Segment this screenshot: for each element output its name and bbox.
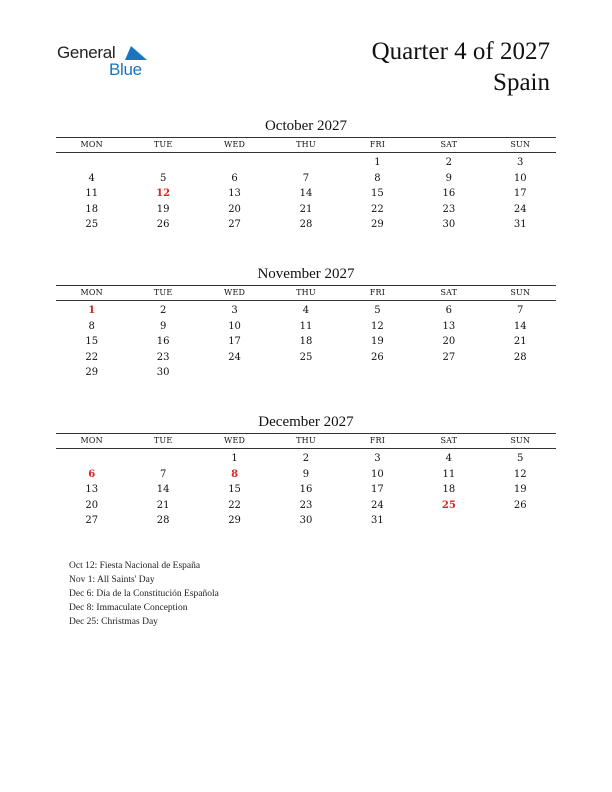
weekday-header-row [56,137,556,153]
day-cell: 4 [302,305,310,316]
day-cell: 29 [85,367,99,379]
day-cell: 17 [371,484,384,496]
day-cell: 15 [228,484,241,496]
day-cell: 5 [159,172,167,184]
day-cell: 22 [371,203,384,215]
day-cell: 21 [299,203,313,215]
day-cell: 6 [445,305,452,316]
logo-text-blue: Blue [109,60,142,79]
day-cell: 2 [445,157,452,168]
page-title-quarter: Quarter 4 of 2027 [371,38,550,65]
holiday-note: Dec 25: Christmas Day [69,617,158,627]
day-cell: 20 [442,336,456,348]
day-cell: 27 [85,515,99,527]
day-cell: 23 [299,499,313,511]
weekday-header: MON [80,140,103,149]
weekday-header: WED [224,436,246,445]
weekday-header: SUN [510,288,531,297]
day-cell [270,365,341,381]
week-row [56,350,556,366]
day-cell: 26 [513,499,527,511]
week-row [56,451,556,467]
week-rows [56,301,556,381]
day-cell: 23 [442,203,456,215]
day-cell: 11 [85,188,99,200]
holiday-note: Dec 6: Día de la Constitución Española [69,589,219,599]
day-cell: 2 [302,453,310,464]
day-cell [485,365,556,381]
day-cell [413,365,484,381]
month-title: November 2027 [257,266,355,282]
week-row [56,186,556,202]
weekday-header: WED [224,140,246,149]
day-cell [342,365,413,381]
holiday-note: Dec 8: Immaculate Conception [69,603,188,613]
day-cell: 14 [299,188,313,200]
logo-triangle-icon [125,46,147,60]
day-cell: 16 [299,484,313,496]
holiday-day-cell: 1 [88,305,96,316]
day-cell: 24 [228,351,241,363]
day-cell: 4 [88,172,95,184]
day-cell: 9 [445,172,452,184]
day-cell: 3 [517,157,524,168]
day-cell: 31 [513,219,527,231]
day-cell: 18 [299,336,313,348]
day-cell: 12 [371,320,384,332]
weekday-header: MON [80,436,103,445]
holiday-note: Oct 12: Fiesta Nacional de España [69,561,201,571]
week-row [56,202,556,218]
day-cell: 20 [228,203,241,215]
week-row [56,217,556,233]
day-cell: 14 [513,320,527,332]
day-cell: 12 [513,468,527,480]
holiday-day-cell: 12 [156,188,171,200]
day-cell [485,513,556,529]
day-cell: 8 [374,172,381,184]
day-cell: 28 [299,219,313,231]
day-cell: 21 [156,499,170,511]
weekday-header: SAT [440,436,458,445]
day-cell: 25 [299,351,313,363]
month-title: December 2027 [258,414,354,430]
day-cell: 26 [156,219,170,231]
day-cell: 23 [156,351,170,363]
day-cell: 13 [85,484,99,496]
day-cell: 28 [513,351,527,363]
day-cell [413,513,484,529]
day-cell [199,365,270,381]
weekday-header: THU [296,140,316,149]
week-rows [56,449,556,529]
day-cell: 15 [371,188,384,200]
day-cell: 5 [517,453,524,464]
day-cell: 31 [371,515,384,527]
week-rows [56,153,556,233]
weekday-header: THU [296,436,316,445]
day-cell: 19 [513,484,527,496]
day-cell: 1 [374,157,381,168]
weekday-header: TUE [153,436,173,445]
day-cell: 9 [159,320,167,332]
day-cell: 20 [85,499,99,511]
holiday-day-cell: 6 [88,468,96,480]
week-row [56,303,556,319]
day-cell: 27 [228,219,241,231]
day-cell: 9 [302,468,310,480]
weekday-header: TUE [153,140,173,149]
day-cell: 4 [445,453,452,464]
day-cell: 13 [442,320,456,332]
day-cell: 22 [85,351,99,363]
weekday-header: TUE [153,288,173,297]
weekday-header: FRI [369,436,386,445]
weekday-header-row [56,433,556,449]
day-cell: 30 [156,367,170,379]
day-cell: 6 [231,172,238,184]
page-title-country: Spain [493,69,550,96]
day-cell: 16 [156,336,170,348]
day-cell: 26 [371,351,384,363]
weekday-header: FRI [369,288,386,297]
holiday-day-cell: 25 [441,499,456,511]
day-cell: 17 [513,188,527,200]
weekday-header: THU [296,288,316,297]
day-cell: 28 [156,515,170,527]
day-cell: 11 [299,320,313,332]
week-row [56,467,556,483]
week-row [56,334,556,350]
day-cell: 19 [156,203,170,215]
week-row [56,513,556,529]
weekday-header: FRI [369,140,386,149]
day-cell [56,155,127,171]
day-cell: 17 [228,336,241,348]
day-cell: 8 [88,320,95,332]
day-cell: 21 [513,336,527,348]
day-cell: 14 [156,484,170,496]
day-cell: 5 [374,305,381,316]
day-cell: 24 [371,499,384,511]
holiday-note: Nov 1: All Saints' Day [69,575,155,585]
week-row [56,171,556,187]
weekday-header: SAT [440,140,458,149]
day-cell: 19 [371,336,384,348]
day-cell: 11 [442,468,456,480]
day-cell: 29 [228,515,241,527]
day-cell: 1 [231,453,238,464]
day-cell: 13 [228,188,241,200]
week-row [56,155,556,171]
day-cell: 16 [442,188,456,200]
day-cell: 10 [513,172,527,184]
weekday-header: SUN [510,436,531,445]
day-cell: 10 [371,468,384,480]
week-row [56,319,556,335]
weekday-header: WED [224,288,246,297]
day-cell: 7 [159,468,167,480]
month-december [56,413,556,529]
day-cell: 7 [302,172,310,184]
day-cell: 24 [513,203,527,215]
week-row [56,365,556,381]
weekday-header: SUN [510,140,531,149]
day-cell: 18 [442,484,456,496]
weekday-header-row [56,285,556,301]
month-november [56,265,556,381]
week-row [56,498,556,514]
day-cell: 18 [85,203,99,215]
day-cell: 10 [228,320,241,332]
page-title [372,36,550,98]
day-cell: 27 [442,351,456,363]
day-cell [199,155,270,171]
day-cell [270,155,341,171]
week-row [56,482,556,498]
holiday-day-cell: 8 [231,468,239,480]
month-title: October 2027 [264,118,348,134]
day-cell: 30 [442,219,456,231]
day-cell: 29 [371,219,384,231]
day-cell: 25 [85,219,99,231]
month-october [56,117,556,233]
day-cell: 3 [374,453,381,464]
logo-text-general: General [57,43,116,62]
weekday-header: MON [80,288,103,297]
day-cell: 22 [228,499,241,511]
day-cell: 15 [85,336,99,348]
day-cell: 30 [299,515,313,527]
day-cell: 3 [231,305,238,316]
day-cell [56,451,127,467]
weekday-header: SAT [440,288,458,297]
day-cell: 7 [517,305,524,316]
day-cell: 2 [159,305,167,316]
brand-logo [57,43,157,83]
holiday-notes [69,559,219,629]
day-cell [127,451,198,467]
day-cell [127,155,198,171]
